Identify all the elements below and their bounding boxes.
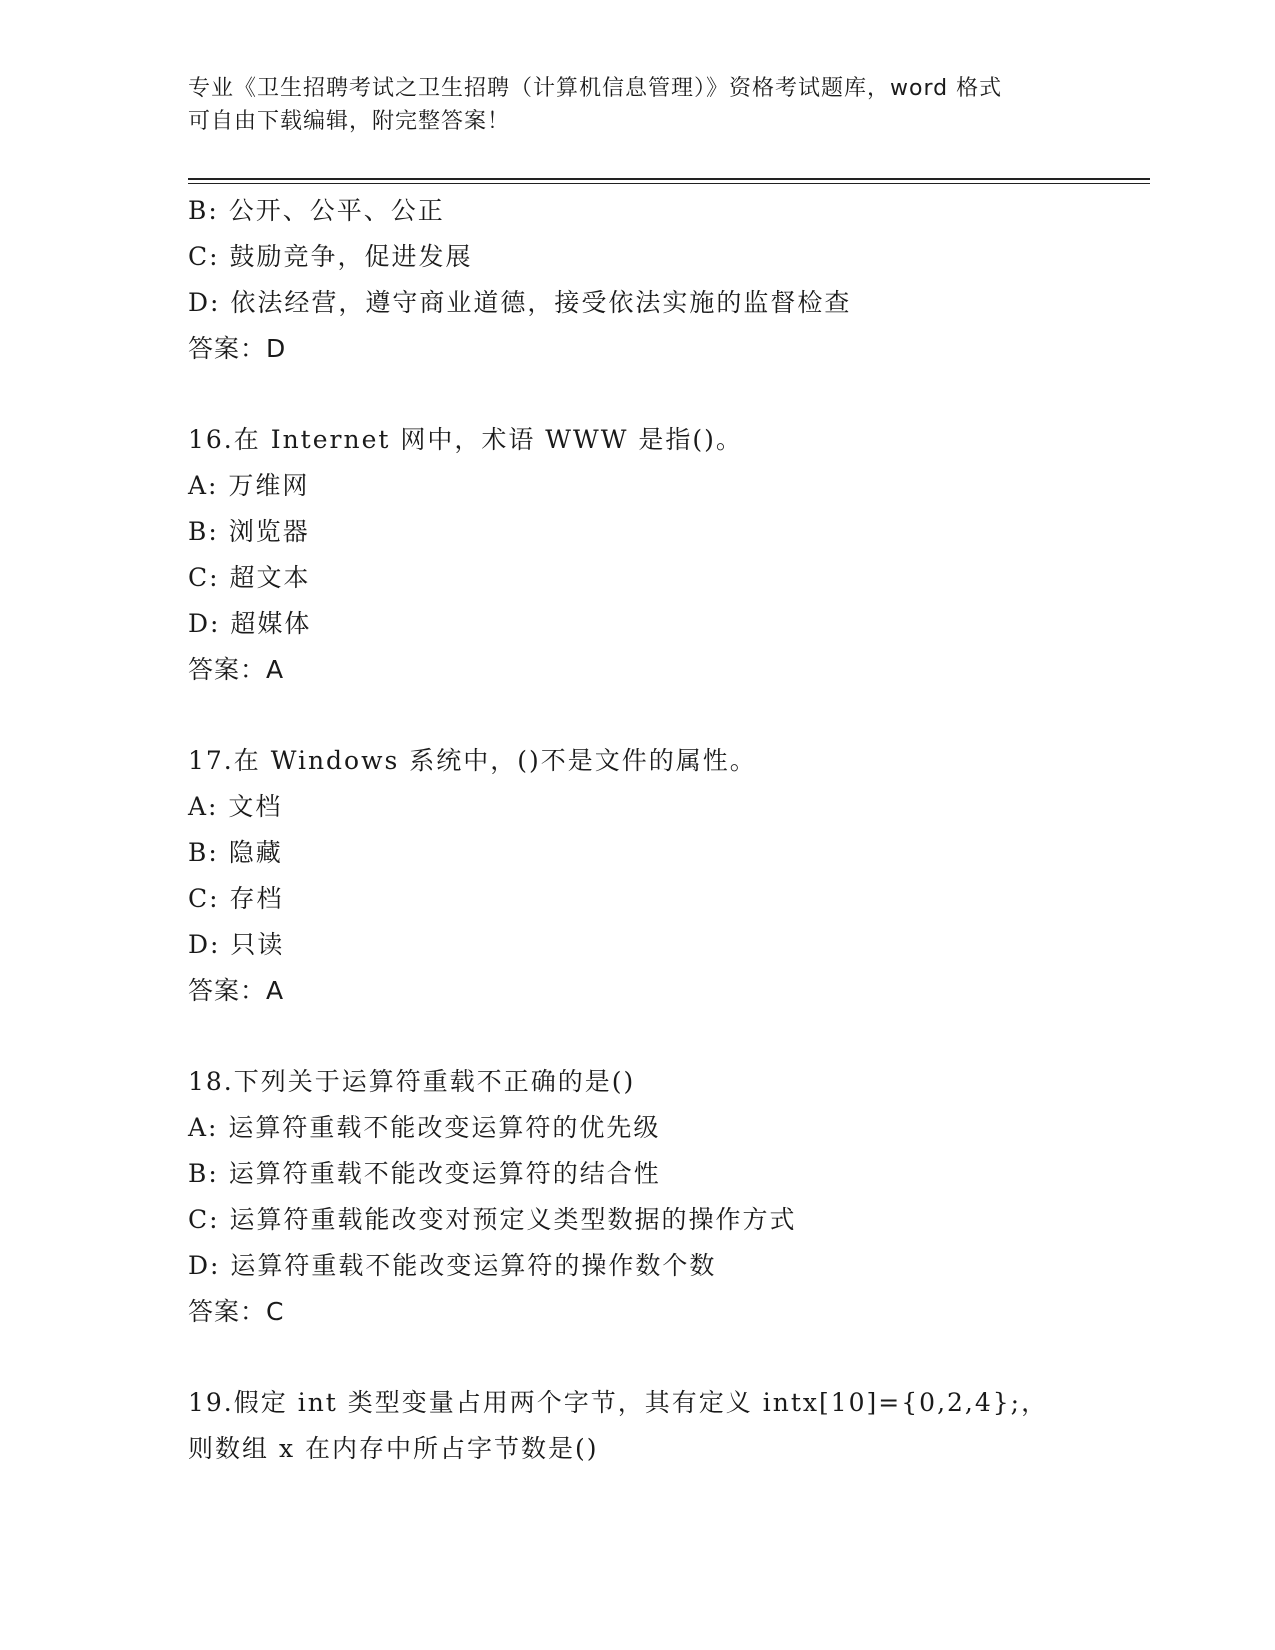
option-d: D: 只读 (188, 930, 285, 959)
option-b: B: 运算符重载不能改变运算符的结合性 (188, 1159, 661, 1188)
question-text: 18.下列关于运算符重载不正确的是() (188, 1067, 636, 1096)
option-c: C: 鼓励竞争，促进发展 (188, 242, 473, 271)
option-c: C: 存档 (188, 884, 284, 913)
question-text-line-1: 19.假定 int 类型变量占用两个字节，其有定义 intx[10]={0,2,4};， (188, 1388, 1049, 1417)
option-a: A: 文档 (188, 792, 283, 821)
question-block-17 (188, 738, 1088, 1014)
answer-label: 答案：A (188, 976, 285, 1005)
question-block-19 (188, 1380, 1088, 1472)
question-block-16 (188, 417, 1088, 693)
header-line-2: 可自由下载编辑，附完整答案！ (188, 109, 511, 134)
option-b: B: 隐藏 (188, 838, 283, 867)
option-b: B: 公开、公平、公正 (188, 196, 445, 225)
question-text: 17.在 Windows 系统中，()不是文件的属性。 (188, 746, 757, 775)
question-text-line-2: 则数组 x 在内存中所占字节数是() (188, 1434, 599, 1463)
answer-label: 答案：A (188, 655, 285, 684)
question-list (188, 188, 1088, 1472)
option-d: D: 超媒体 (188, 609, 312, 638)
document-header (188, 72, 1088, 138)
header-divider-thick (188, 178, 1150, 180)
answer-label: 答案：C (188, 1297, 285, 1326)
question-block-18 (188, 1059, 1088, 1335)
option-c: C: 超文本 (188, 563, 311, 592)
option-d: D: 依法经营，遵守商业道德，接受依法实施的监督检查 (188, 288, 852, 317)
header-divider-thin (188, 183, 1150, 184)
option-d: D: 运算符重载不能改变运算符的操作数个数 (188, 1251, 717, 1280)
option-a: A: 运算符重载不能改变运算符的优先级 (188, 1113, 661, 1142)
question-text: 16.在 Internet 网中，术语 WWW 是指()。 (188, 425, 743, 454)
option-b: B: 浏览器 (188, 517, 310, 546)
option-a: A: 万维网 (188, 471, 310, 500)
answer-label: 答案：D (188, 334, 287, 363)
header-line-1: 专业《卫生招聘考试之卫生招聘（计算机信息管理）》资格考试题库，word 格式 (188, 76, 1003, 101)
question-block-15 (188, 188, 1088, 372)
option-c: C: 运算符重载能改变对预定义类型数据的操作方式 (188, 1205, 797, 1234)
